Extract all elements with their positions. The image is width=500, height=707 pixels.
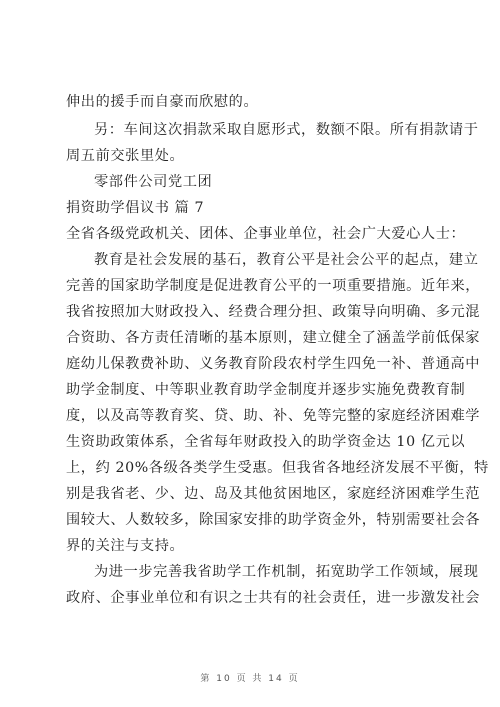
body-line: 界的关注与支持。: [66, 538, 185, 554]
body-line: 围较大、人数较多，除国家安排的助学资金外，特别需要社会各: [66, 512, 481, 528]
body-line: 度，以及高等教育奖、贷、助、补、免等完整的家庭经济困难学: [66, 408, 481, 424]
body-line: 生资助政策体系，全省每年财政投入的助学资金达 10 亿元以: [66, 434, 466, 450]
body-line: 教育是社会发展的基石，教育公平是社会公平的起点，建立: [94, 252, 479, 268]
body-line: 完善的国家助学制度是促进教育公平的一项重要措施。近年来，: [66, 278, 481, 294]
body-line: 助学金制度、中等职业教育助学金制度并逐步实施免费教育制: [66, 382, 466, 398]
section-heading: 捐资助学倡议书 篇 7: [66, 200, 205, 216]
body-line: 合资助、各方责任清晰的基本原则，建立健全了涵盖学前低保家: [66, 330, 481, 346]
body-line: 我省按照加大财政投入、经费合理分担、政策导向明确、多元混: [66, 304, 481, 320]
salutation-line: 全省各级党政机关、团体、企事业单位，社会广大爱心人士：: [66, 226, 466, 242]
body-line: 伸出的援手而自豪而欣慰的。: [66, 94, 259, 110]
body-line: 周五前交张里处。: [66, 148, 185, 164]
body-line: 别是我省老、少、边、岛及其他贫困地区，家庭经济困难学生范: [66, 486, 481, 502]
body-line: 另：车间这次捐款采取自愿形式，数额不限。所有捐款请于: [94, 122, 479, 138]
body-line: 庭幼儿保教费补助、义务教育阶段农村学生四免一补、普通高中: [66, 356, 481, 372]
signature-line: 零部件公司党工团: [94, 174, 213, 190]
body-line: 政府、企事业单位和有识之士共有的社会责任，进一步激发社会: [66, 590, 481, 606]
body-line: 为进一步完善我省助学工作机制，拓宽助学工作领域，展现: [94, 564, 479, 580]
page-number-footer: 第 10 页 共 14 页: [200, 674, 300, 684]
body-line: 上，约 20%各级各类学生受惠。但我省各地经济发展不平衡，特: [66, 460, 489, 476]
